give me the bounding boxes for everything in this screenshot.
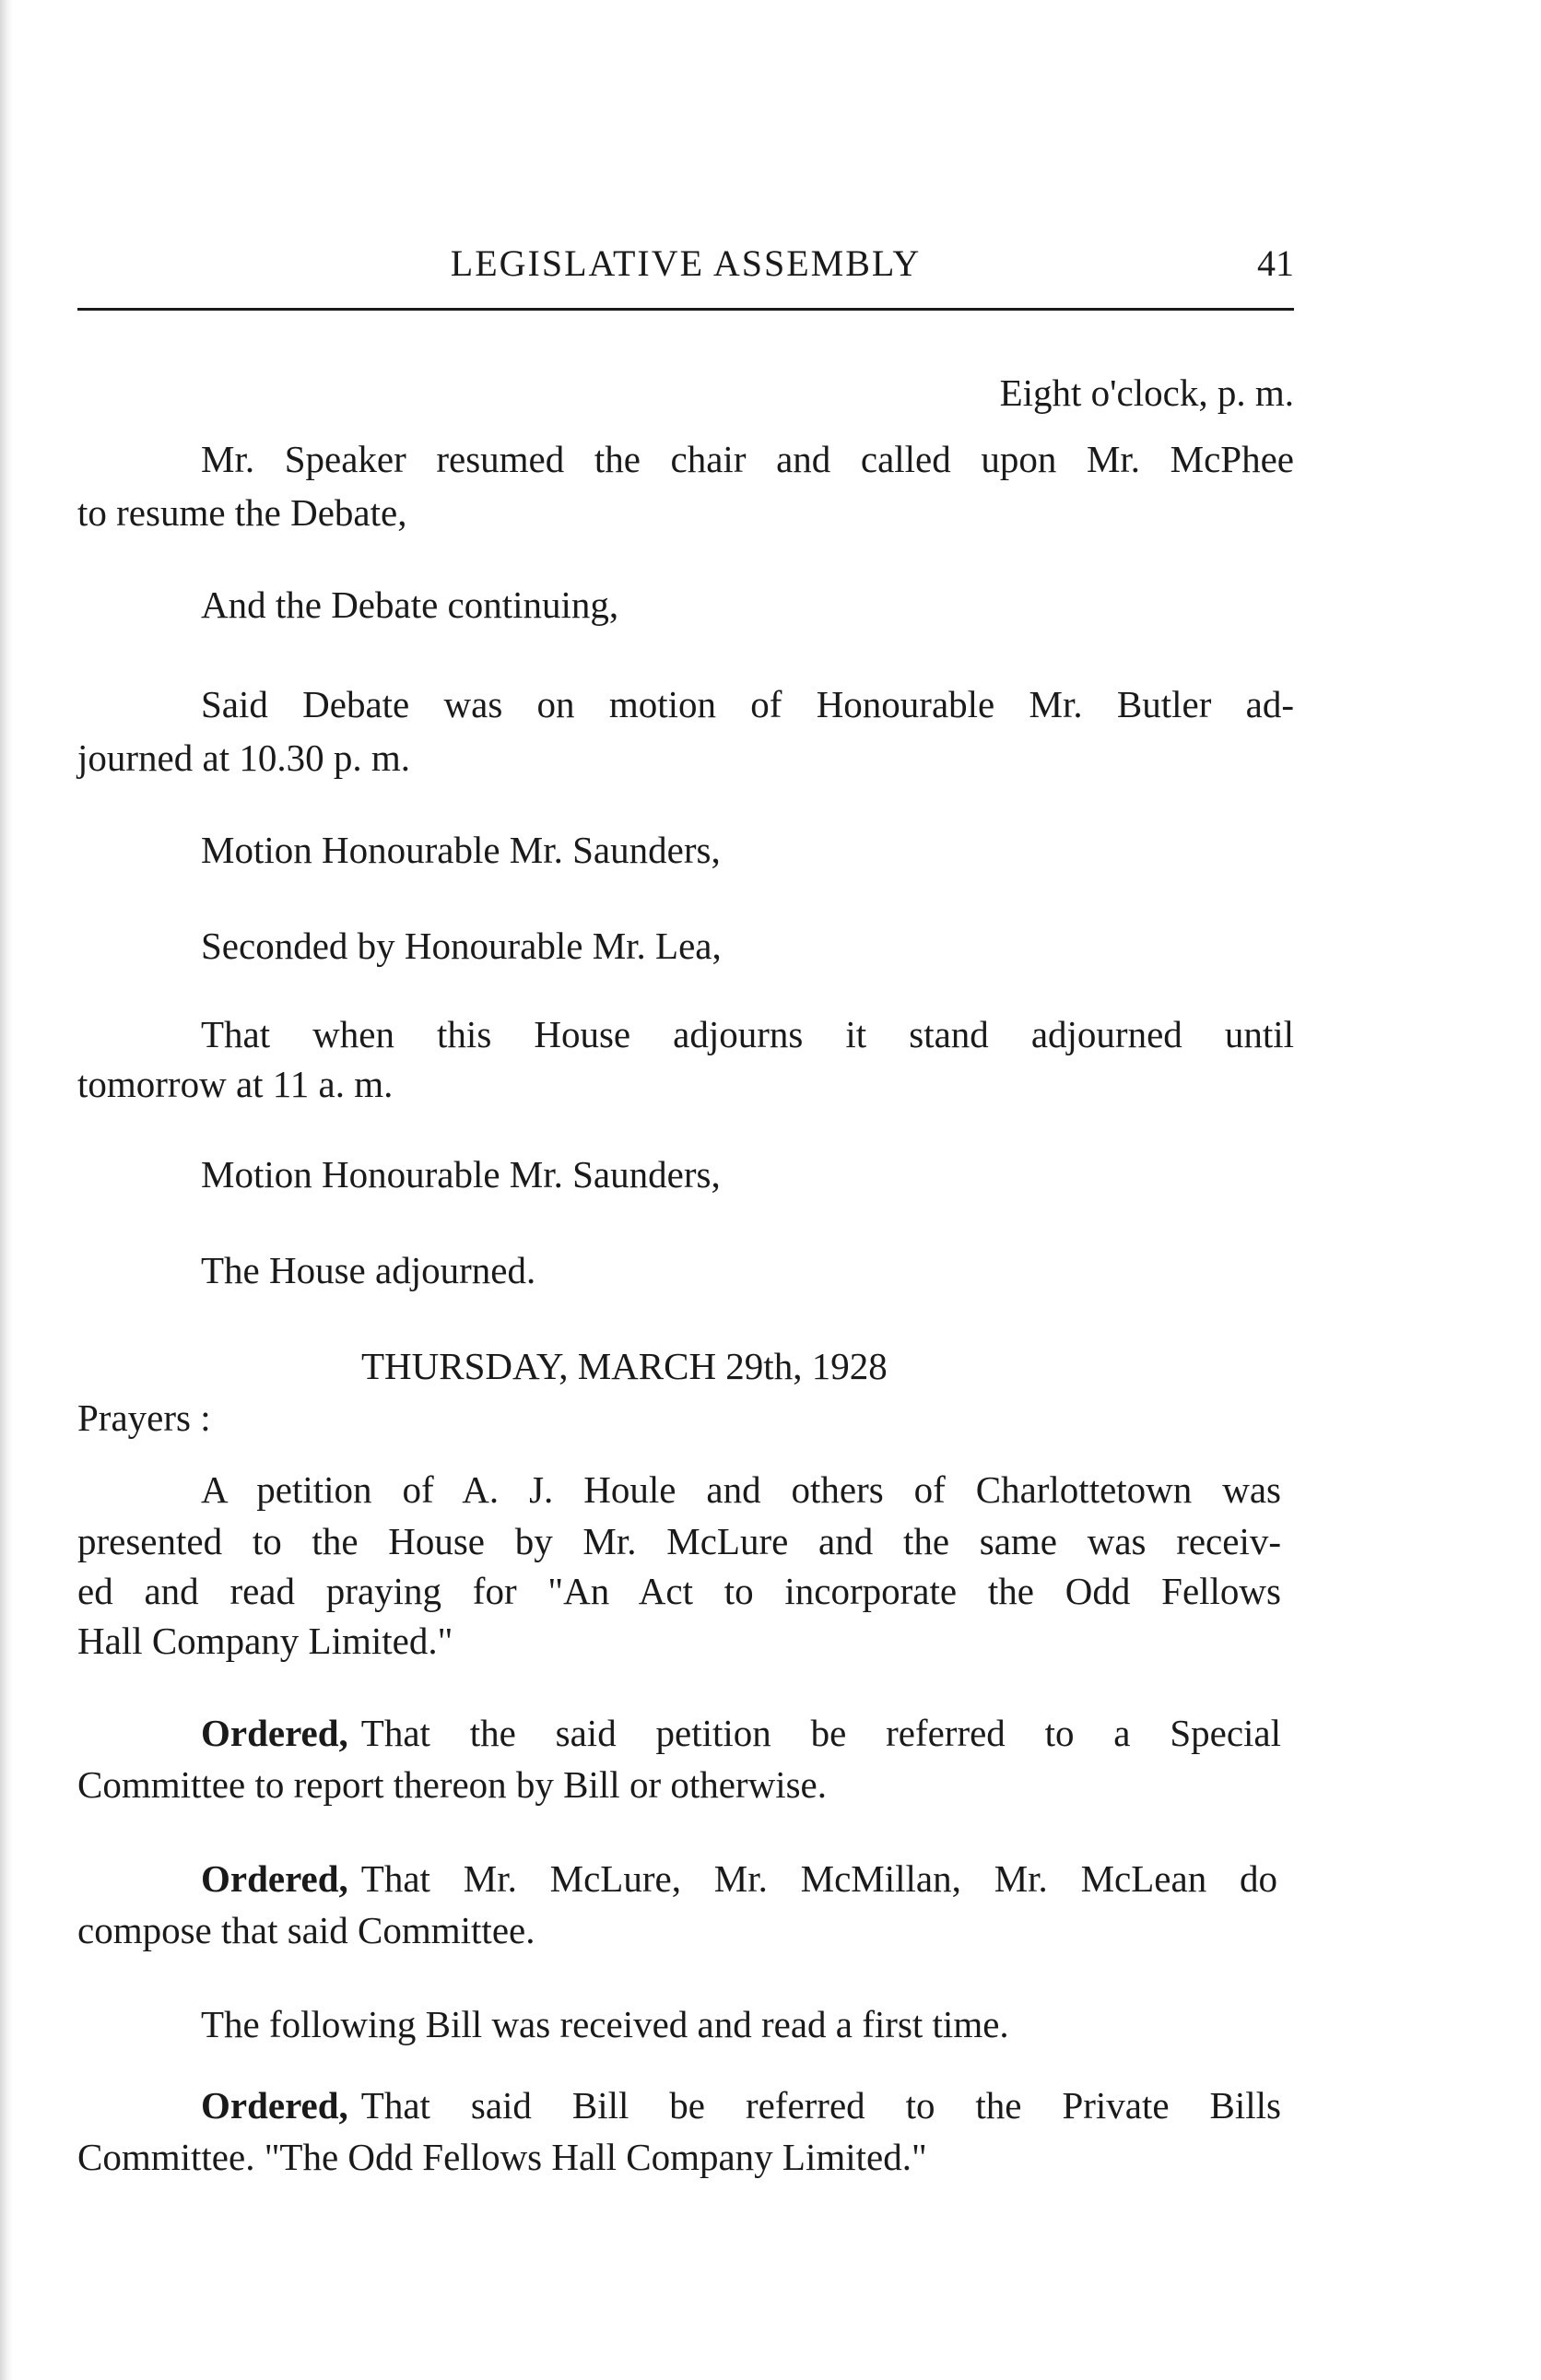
prayers-label: Prayers : <box>77 1396 211 1439</box>
header-rule <box>77 308 1294 311</box>
paragraph-line: presented to the House by Mr. McLure and the same was receiv- <box>77 1520 1281 1562</box>
paragraph-text: That said Bill be referred to the Private Bills <box>360 2084 1281 2127</box>
paragraph-line: to resume the Debate, <box>77 491 407 534</box>
page-edge-shadow <box>0 0 13 2380</box>
time-note: Eight o'clock, p. m. <box>999 371 1294 414</box>
paragraph-line: tomorrow at 11 a. m. <box>77 1063 394 1105</box>
ordered-paragraph-line <box>201 2080 1281 2131</box>
paragraph-line: Motion Honourable Mr. Saunders, <box>201 829 721 871</box>
paragraph-text: That the said petition be referred to a Special <box>360 1712 1281 1754</box>
paragraph-line: Committee. "The Odd Fellows Hall Company Limited." <box>77 2136 927 2178</box>
paragraph-line: Said Debate was on motion of Honourable Mr. Butler ad- <box>201 683 1294 725</box>
paragraph-line: Mr. Speaker resumed the chair and called upon Mr. McPhee <box>201 438 1294 480</box>
paragraph-line: journed at 10.30 p. m. <box>77 736 410 779</box>
paragraph-line: Motion Honourable Mr. Saunders, <box>201 1153 721 1196</box>
paragraph-line: ed and read praying for "An Act to incorporate the Odd Fellows <box>77 1570 1281 1612</box>
ordered-label: Ordered, <box>201 2084 348 2127</box>
running-title: LEGISLATIVE ASSEMBLY <box>450 242 922 284</box>
page-number: 41 <box>1257 242 1294 284</box>
ordered-label: Ordered, <box>201 1857 348 1900</box>
paragraph-line: Committee to report thereon by Bill or otherwise. <box>77 1763 827 1806</box>
ordered-paragraph-line <box>201 1707 1281 1759</box>
paragraph-line: The following Bill was received and read a first time. <box>201 2003 1009 2045</box>
paragraph-line: A petition of A. J. Houle and others of Charlottetown was <box>201 1468 1281 1511</box>
paragraph-line: compose that said Committee. <box>77 1909 535 1951</box>
paragraph-line: That when this House adjourns it stand adjourned until <box>201 1013 1294 1055</box>
paragraph-line: And the Debate continuing, <box>201 583 619 626</box>
paragraph-line: Hall Company Limited." <box>77 1620 453 1662</box>
paragraph-line: The House adjourned. <box>201 1249 536 1291</box>
paragraph-text: That Mr. McLure, Mr. McMillan, Mr. McLean do <box>360 1857 1277 1900</box>
ordered-paragraph-line <box>201 1853 1277 1904</box>
ordered-label: Ordered, <box>201 1712 348 1754</box>
date-heading: THURSDAY, MARCH 29th, 1928 <box>361 1345 888 1387</box>
page-header <box>77 242 1294 306</box>
paragraph-line: Seconded by Honourable Mr. Lea, <box>201 925 722 967</box>
